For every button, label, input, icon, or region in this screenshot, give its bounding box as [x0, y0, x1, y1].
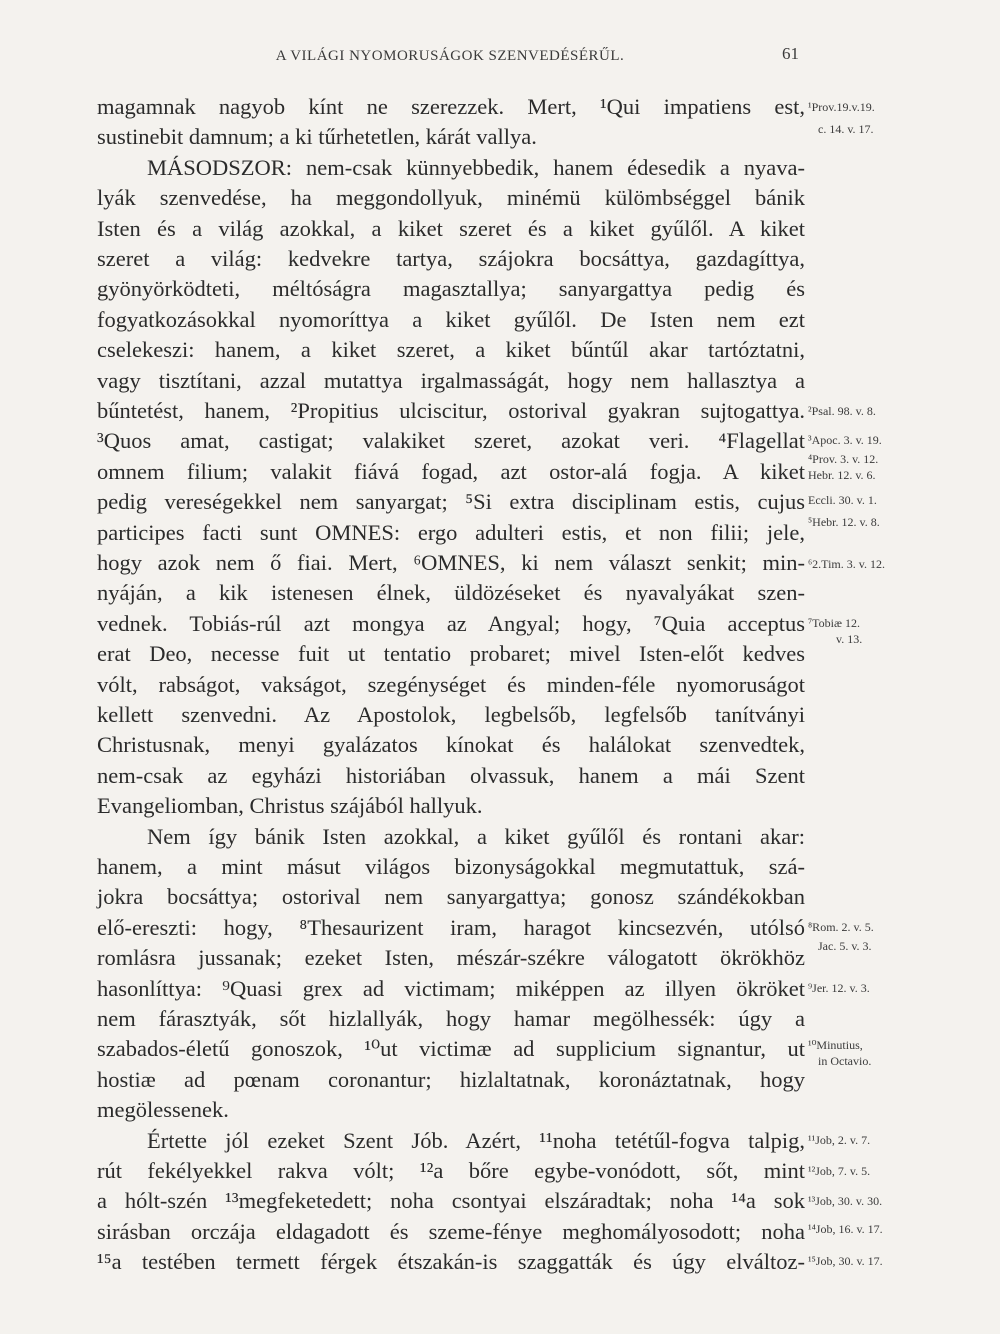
margin-note: ¹⁰Minutius,	[808, 1038, 863, 1052]
text-line: nyáján, a kik istenesen élnek, üldözéseket és nyavalyákat szen-	[97, 580, 805, 605]
margin-note: ¹¹Job, 2. v. 7.	[808, 1133, 871, 1147]
text-line: nem fárasztyák, sőt hizlallyák, hogy hamar megölhessék: úgy a	[97, 1006, 805, 1031]
margin-note: Hebr. 12. v. 6.	[808, 468, 876, 482]
text-line: omnem filium; valakit fiává fogad, azt ostor-alá fogja. A kiket	[97, 459, 805, 484]
text-line: Értette jól ezeket Szent Jób. Azért, ¹¹noha tetétűl-fogva talpig,	[147, 1128, 805, 1153]
text-line: Nem így bánik Isten azokkal, a kiket gyűlől és rontani akar:	[147, 824, 805, 849]
text-line: cselekeszi: hanem, a kiket szeret, a kiket bűntűl akar tartóztatni,	[97, 337, 805, 362]
text-line: ³Quos amat, castigat; valakiket szeret, azokat veri. ⁴Flagellat	[97, 428, 805, 453]
text-line: magamnak nagyob kínt ne szerezzek. Mert, ¹Qui impatiens est,	[97, 94, 805, 119]
margin-note: ⁴Prov. 3. v. 12.	[808, 452, 879, 466]
text-line: szabados-életű gonoszok, ¹⁰ut victimæ ad supplicium signantur, ut	[97, 1036, 805, 1061]
margin-note: c. 14. v. 17.	[818, 122, 874, 136]
text-line: lyák szenvedése, ha meggondollyuk, minémü külömbséggel bánik	[97, 185, 805, 210]
text-line: vagy tisztítani, azzal mutattya irgalmasságát, hogy nem hallasztya a	[97, 368, 805, 393]
text-line: bűntetést, hanem, ²Propitius ulciscitur, ostorival gyakran sujtogattya.	[97, 398, 805, 423]
text-line: a hólt-szén ¹³megfeketedett; noha csontyai elszáradtak; noha ¹⁴a sok	[97, 1188, 805, 1213]
margin-note: ⁹Jer. 12. v. 3.	[808, 981, 870, 995]
margin-note: ²Psal. 98. v. 8.	[808, 404, 876, 418]
margin-note: ¹⁵Job, 30. v. 17.	[808, 1254, 883, 1268]
text-line: hanem, a mint másut világos bizonyságokkal megmutattuk, szá-	[97, 854, 805, 879]
text-line: Christusnak, menyi gyalázatos kínokat és halálokat szenvedtek,	[97, 732, 805, 757]
margin-note: ¹⁴Job, 16. v. 17.	[808, 1222, 883, 1236]
text-line: kellett szenvedni. Az Apostolok, legbelsőb, legfelsőb tanítványi	[97, 702, 805, 727]
margin-note: ¹Prov.19.v.19.	[808, 100, 875, 114]
text-line: romlásra jussanak; ezeket Isten, mészár-székre válogatott ökrökhöz	[97, 945, 805, 970]
text-line: szeret a világ: kedvekre tartya, szájokra bocsáttya, gazdagíttya,	[97, 246, 805, 271]
text-line: elő-ereszti: hogy, ⁸Thesaurizent iram, haragot kincsezvén, utólsó	[97, 915, 805, 940]
text-line: jokra bocsáttya; ostorival nem sanyargattya; gonosz szándékokban	[97, 884, 805, 909]
text-line: ¹⁵a testében termett férgek étszakán-is szaggatták és úgy elváltoz-	[97, 1249, 805, 1274]
margin-note: ³Apoc. 3. v. 19.	[808, 433, 882, 447]
text-line: rút fekélyekkel rakva vólt; ¹²a bőre egybe-vonódott, sőt, mint	[97, 1158, 805, 1183]
margin-note: Jac. 5. v. 3.	[818, 939, 872, 953]
text-line: hasonlíttya: ⁹Quasi grex ad victimam; miképpen az illyen ökröket	[97, 976, 805, 1001]
margin-note: in Octavio.	[818, 1054, 872, 1068]
text-line: nem-csak az egyházi historiában olvassuk, hanem a mái Szent	[97, 763, 805, 788]
text-line: vólt, rabságot, vakságot, szegénységet és minden-féle nyomoruságot	[97, 672, 805, 697]
text-line: megölessenek.	[97, 1097, 229, 1122]
text-line: pedig vereségekkel nem sanyargat; ⁵Si extra disciplinam estis, cujus	[97, 489, 805, 514]
margin-note: v. 13.	[836, 632, 863, 646]
margin-note: ¹²Job, 7. v. 5.	[808, 1164, 871, 1178]
margin-note: ¹³Job, 30. v. 30.	[808, 1194, 883, 1208]
text-line: Evangeliomban, Christus szájából hallyuk.	[97, 793, 483, 818]
margin-note: ⁵Hebr. 12. v. 8.	[808, 515, 880, 529]
margin-note: ⁶2.Tim. 3. v. 12.	[808, 557, 885, 571]
text-line: fogyatkozásokkal nyomoríttya a kiket gyűlől. De Isten nem ezt	[97, 307, 805, 332]
text-line: sustinebit damnum; a ki tűrhetetlen, kárát vallya.	[97, 124, 537, 149]
text-line: MÁSODSZOR: nem-csak künnyebbedik, hanem édesedik a nyava-	[147, 155, 805, 180]
margin-note: ⁸Rom. 2. v. 5.	[808, 920, 874, 934]
text-line: hostiæ ad pœnam coronantur; hizlaltatnak, koronáztatnak, hogy	[97, 1067, 805, 1092]
running-title: A VILÁGI NYOMORUSÁGOK SZENVEDÉSÉRŰL.	[275, 48, 625, 64]
text-line: sirásban orczája eldagadott és szeme-fénye meghomályosodott; noha	[97, 1219, 805, 1244]
page-number: 61	[782, 44, 799, 63]
margin-note: Eccli. 30. v. 1.	[808, 493, 877, 507]
margin-note: ⁷Tobiæ 12.	[808, 616, 861, 630]
text-line: Isten és a világ azokkal, a kiket szeret és a kiket gyűlől. A kiket	[97, 216, 805, 241]
text-line: participes facti sunt OMNES: ergo adulteri estis, et non filii; jele,	[97, 520, 805, 545]
text-line: vednek. Tobiás-rúl azt mongya az Angyal; hogy, ⁷Quia acceptus	[97, 611, 805, 636]
text-line: erat Deo, necesse fuit ut tentatio probaret; mivel Isten-előt kedves	[97, 641, 805, 666]
text-line: hogy azok nem ő fiai. Mert, ⁶OMNES, ki nem választ senkit; min-	[97, 550, 805, 575]
text-line: gyönyörködteti, méltóságra magasztallya; sanyargattya pedig és	[97, 276, 805, 301]
